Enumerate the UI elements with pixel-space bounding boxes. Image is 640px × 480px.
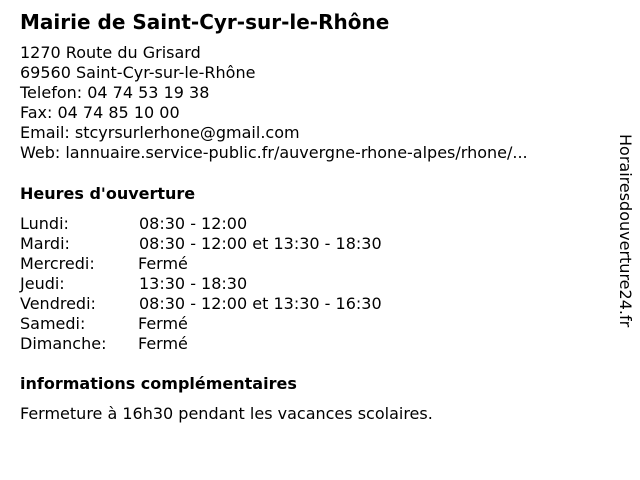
fax-number: Fax: 04 74 85 10 00 [20,103,180,122]
day-label: Vendredi: [20,294,96,313]
day-label: Mardi: [20,234,70,253]
day-label: Lundi: [20,214,69,233]
email-address: Email: stcyrsurlerhone@gmail.com [20,123,300,142]
contact-block [20,43,528,163]
website-link: Web: lannuaire.service-public.fr/auvergne-rhone-alpes/rhone/... [20,143,528,162]
info-text: Fermeture à 16h30 pendant les vacances scolaires. [20,404,433,423]
info-heading: informations complémentaires [20,374,297,393]
site-watermark: Horairesdouverture24.fr [616,134,635,328]
time-value: Fermé [138,314,188,333]
day-label: Jeudi: [20,274,65,293]
time-value: 08:30 - 12:00 [139,214,248,233]
hours-heading: Heures d'ouverture [20,184,196,203]
address-city: 69560 Saint-Cyr-sur-le-Rhône [20,63,256,82]
day-label: Samedi: [20,314,86,333]
day-label: Mercredi: [20,254,95,273]
time-value: 13:30 - 18:30 [139,274,248,293]
time-value: 08:30 - 12:00 et 13:30 - 16:30 [139,294,382,313]
time-value: Fermé [138,334,188,353]
page-title: Mairie de Saint-Cyr-sur-le-Rhône [20,10,390,34]
phone-number: Telefon: 04 74 53 19 38 [20,83,210,102]
day-label: Dimanche: [20,334,107,353]
time-value: Fermé [138,254,188,273]
time-value: 08:30 - 12:00 et 13:30 - 18:30 [139,234,382,253]
address-street: 1270 Route du Grisard [20,43,201,62]
